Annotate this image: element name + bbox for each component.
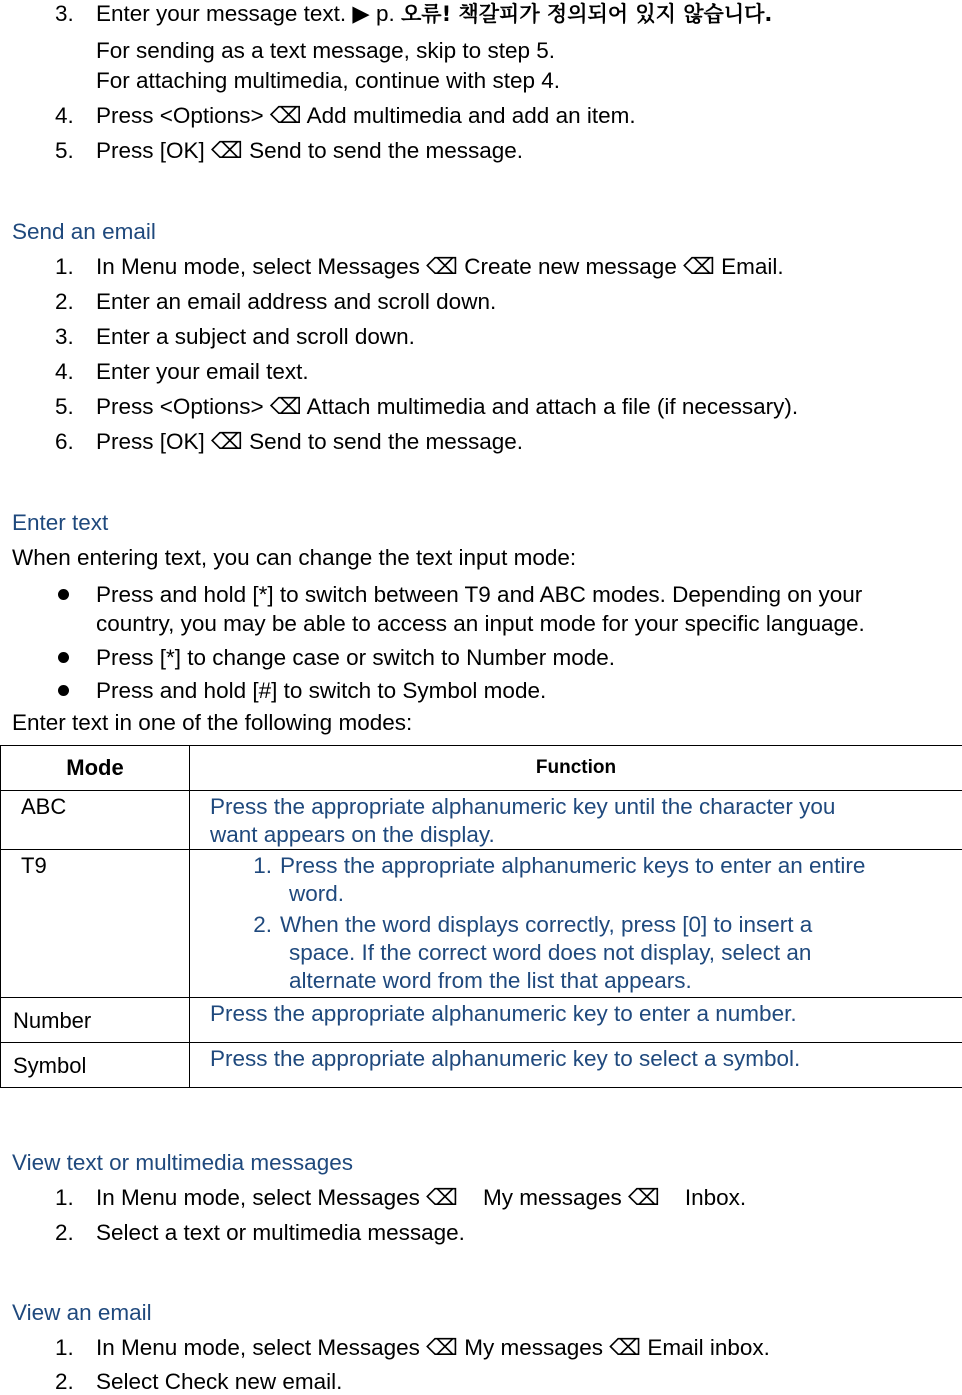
step-text: Press <Options> ⌫ Attach multimedia and attach a file (if necessary).: [96, 393, 798, 420]
function-text: Press the appropriate alphanumeric key to select a symbol.: [210, 1045, 952, 1073]
step-number: 3.: [55, 323, 74, 350]
ordered-item-number: 2.: [210, 911, 280, 939]
bullet-text-continued: country, you may be able to access an input mode for your specific language.: [96, 610, 865, 637]
ordered-item-continued: [210, 967, 952, 995]
step-text: In Menu mode, select Messages ⌫ My messages ⌫ Inbox.: [96, 1184, 746, 1211]
function-text: Press the appropriate alphanumeric key until the character you: [210, 793, 952, 821]
ordered-item: [210, 852, 952, 880]
function-cell: [190, 998, 962, 1043]
table-row: [1, 791, 962, 850]
ordered-item-continued: [210, 939, 952, 967]
step-number: 6.: [55, 428, 74, 455]
mode-cell: Symbol: [1, 1043, 190, 1088]
function-text: Press the appropriate alphanumeric key to enter a number.: [210, 1000, 952, 1028]
step-text: Enter a subject and scroll down.: [96, 323, 415, 350]
step-number: 1.: [55, 1184, 74, 1211]
step-number: 1.: [55, 1334, 74, 1361]
bookmark-error: 오류! 책갈피가 정의되어 있지 않습니다.: [401, 2, 772, 26]
section-heading: Enter text: [12, 509, 108, 536]
step-text: Enter your email text.: [96, 358, 309, 385]
step-number: 1.: [55, 253, 74, 280]
step-number: 2.: [55, 1368, 74, 1395]
step-text: [96, 0, 772, 27]
ordered-item-text: Press the appropriate alphanumeric keys to enter an entire: [280, 852, 952, 880]
ordered-item-number: 1.: [210, 852, 280, 880]
ordered-item-text: word.: [280, 880, 952, 908]
ordered-item-text: When the word displays correctly, press [0] to insert a: [280, 911, 952, 939]
step-text: In Menu mode, select Messages ⌫ My messages ⌫ Email inbox.: [96, 1334, 770, 1361]
step-number: 2.: [55, 1219, 74, 1246]
bullet-text: Press and hold [#] to switch to Symbol mode.: [96, 677, 546, 704]
step-text: Press [OK] ⌫ Send to send the message.: [96, 137, 523, 164]
step-number: 3.: [55, 0, 74, 27]
table-row: [1, 1043, 962, 1088]
step-text: Select Check new email.: [96, 1368, 342, 1395]
step-text: Enter an email address and scroll down.: [96, 288, 496, 315]
step-text: Select a text or multimedia message.: [96, 1219, 465, 1246]
note-text: For sending as a text message, skip to step 5.: [96, 37, 555, 64]
function-cell: [190, 791, 962, 850]
step-number: 4.: [55, 102, 74, 129]
bullet-icon: [58, 589, 69, 600]
page-ref: p.: [376, 1, 395, 26]
section-heading: View text or multimedia messages: [12, 1149, 353, 1176]
step-text: In Menu mode, select Messages ⌫ Create new message ⌫ Email.: [96, 253, 784, 280]
table-intro: Enter text in one of the following modes:: [12, 709, 412, 736]
mode-cell: T9: [1, 850, 190, 998]
bullet-icon: [58, 652, 69, 663]
ordered-item-text: space. If the correct word does not display, select an: [280, 939, 952, 967]
function-cell: [190, 1043, 962, 1088]
ordered-item-continued: [210, 880, 952, 908]
step-text-main: Enter your message text.: [96, 1, 346, 26]
bullet-icon: [58, 685, 69, 696]
step-number: 2.: [55, 288, 74, 315]
mode-cell: ABC: [1, 791, 190, 850]
section-heading: Send an email: [12, 218, 156, 245]
step-number: 5.: [55, 137, 74, 164]
column-header-mode: Mode: [1, 746, 190, 791]
step-number: 5.: [55, 393, 74, 420]
bullet-text: Press and hold [*] to switch between T9 and ABC modes. Depending on your: [96, 581, 862, 608]
table-row: [1, 998, 962, 1043]
table-header-row: [1, 746, 962, 791]
column-header-function: Function: [190, 746, 962, 791]
intro-text: When entering text, you can change the text input mode:: [12, 544, 576, 571]
mode-cell: Number: [1, 998, 190, 1043]
section-heading: View an email: [12, 1299, 152, 1326]
bullet-text: Press [*] to change case or switch to Number mode.: [96, 644, 615, 671]
ordered-item: [210, 911, 952, 939]
play-arrow-icon: ▶: [352, 1, 369, 26]
note-text: For attaching multimedia, continue with step 4.: [96, 67, 560, 94]
table-row: [1, 850, 962, 998]
function-cell: [190, 850, 962, 998]
step-text: Press <Options> ⌫ Add multimedia and add an item.: [96, 102, 636, 129]
step-text: Press [OK] ⌫ Send to send the message.: [96, 428, 523, 455]
step-number: 4.: [55, 358, 74, 385]
modes-table: [0, 745, 962, 1088]
function-text: want appears on the display.: [210, 821, 952, 849]
ordered-item-text: alternate word from the list that appears.: [280, 967, 952, 995]
